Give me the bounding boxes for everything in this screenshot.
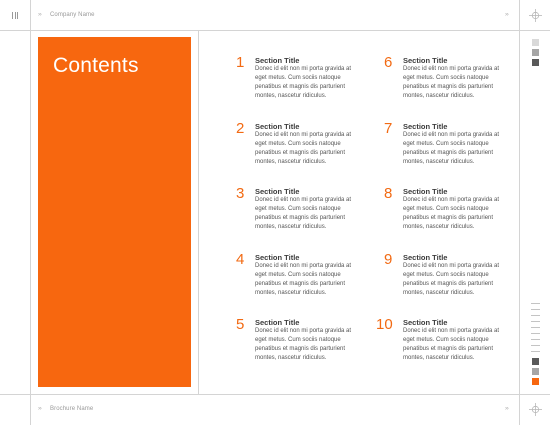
guide-tick	[531, 303, 540, 304]
section-body: Donec id elit non mi porta gravida at eget metus. Cum sociis natoque penatibus et magnis dis parturient montes, nascetur ridiculus.	[255, 263, 352, 296]
section-number: 10	[376, 316, 393, 333]
guide-tick	[531, 333, 540, 334]
section-number: 1	[236, 54, 245, 71]
guide-tick	[531, 351, 540, 352]
page-title: Contents	[53, 54, 139, 77]
spread-fold-line	[198, 31, 199, 394]
section-number: 2	[236, 120, 245, 137]
section-body: Donec id elit non mi porta gravida at eget metus. Cum sociis natoque penatibus et magnis dis parturient montes, nascetur ridiculus.	[403, 328, 500, 361]
color-swatch[interactable]	[532, 39, 539, 46]
section-number: 6	[384, 54, 393, 71]
section-body: Donec id elit non mi porta gravida at eget metus. Cum sociis natoque penatibus et magnis dis parturient montes, nascetur ridiculus.	[255, 132, 352, 165]
section-body: Donec id elit non mi porta gravida at eget metus. Cum sociis natoque penatibus et magnis dis parturient montes, nascetur ridiculus.	[255, 197, 352, 230]
company-name: Company Name	[50, 12, 95, 18]
guide-tick	[531, 321, 540, 322]
section-title: Section Title	[255, 318, 300, 327]
brochure-name: Brochure Name	[50, 406, 94, 412]
color-swatch[interactable]	[532, 358, 539, 365]
section-body: Donec id elit non mi porta gravida at eget metus. Cum sociis natoque penatibus et magnis dis parturient montes, nascetur ridiculus.	[403, 132, 500, 165]
section-body: Donec id elit non mi porta gravida at eget metus. Cum sociis natoque penatibus et magnis dis parturient montes, nascetur ridiculus.	[403, 197, 500, 230]
header-divider	[0, 30, 550, 31]
section-title: Section Title	[255, 187, 300, 196]
grip-icon[interactable]	[12, 12, 18, 19]
section-title: Section Title	[255, 253, 300, 262]
crosshair-icon[interactable]	[529, 9, 542, 22]
chevron-right-icon: ››	[505, 11, 509, 18]
section-number: 9	[384, 251, 393, 268]
section-body: Donec id elit non mi porta gravida at eget metus. Cum sociis natoque penatibus et magnis dis parturient montes, nascetur ridiculus.	[403, 66, 500, 99]
color-swatch[interactable]	[532, 368, 539, 375]
crosshair-icon[interactable]	[529, 403, 542, 416]
section-title: Section Title	[403, 318, 448, 327]
guide-tick	[531, 327, 540, 328]
section-title: Section Title	[403, 187, 448, 196]
footer-divider	[0, 394, 550, 395]
color-swatch[interactable]	[532, 49, 539, 56]
contents-panel	[38, 37, 191, 387]
section-title: Section Title	[403, 122, 448, 131]
section-title: Section Title	[403, 253, 448, 262]
guide-tick	[531, 339, 540, 340]
guide-tick	[531, 315, 540, 316]
chevron-right-icon: ››	[38, 11, 42, 18]
section-number: 5	[236, 316, 245, 333]
section-body: Donec id elit non mi porta gravida at eget metus. Cum sociis natoque penatibus et magnis dis parturient montes, nascetur ridiculus.	[255, 66, 352, 99]
section-number: 8	[384, 185, 393, 202]
guide-tick	[531, 345, 540, 346]
right-margin-line	[519, 0, 520, 425]
guide-tick	[531, 309, 540, 310]
section-title: Section Title	[255, 56, 300, 65]
chevron-right-icon: ››	[38, 405, 42, 412]
section-number: 4	[236, 251, 245, 268]
section-body: Donec id elit non mi porta gravida at eget metus. Cum sociis natoque penatibus et magnis dis parturient montes, nascetur ridiculus.	[255, 328, 352, 361]
color-swatch[interactable]	[532, 59, 539, 66]
section-title: Section Title	[403, 56, 448, 65]
section-body: Donec id elit non mi porta gravida at eget metus. Cum sociis natoque penatibus et magnis dis parturient montes, nascetur ridiculus.	[403, 263, 500, 296]
chevron-right-icon: ››	[505, 405, 509, 412]
section-number: 7	[384, 120, 393, 137]
left-margin-line	[30, 0, 31, 425]
section-number: 3	[236, 185, 245, 202]
section-title: Section Title	[255, 122, 300, 131]
color-swatch[interactable]	[532, 378, 539, 385]
